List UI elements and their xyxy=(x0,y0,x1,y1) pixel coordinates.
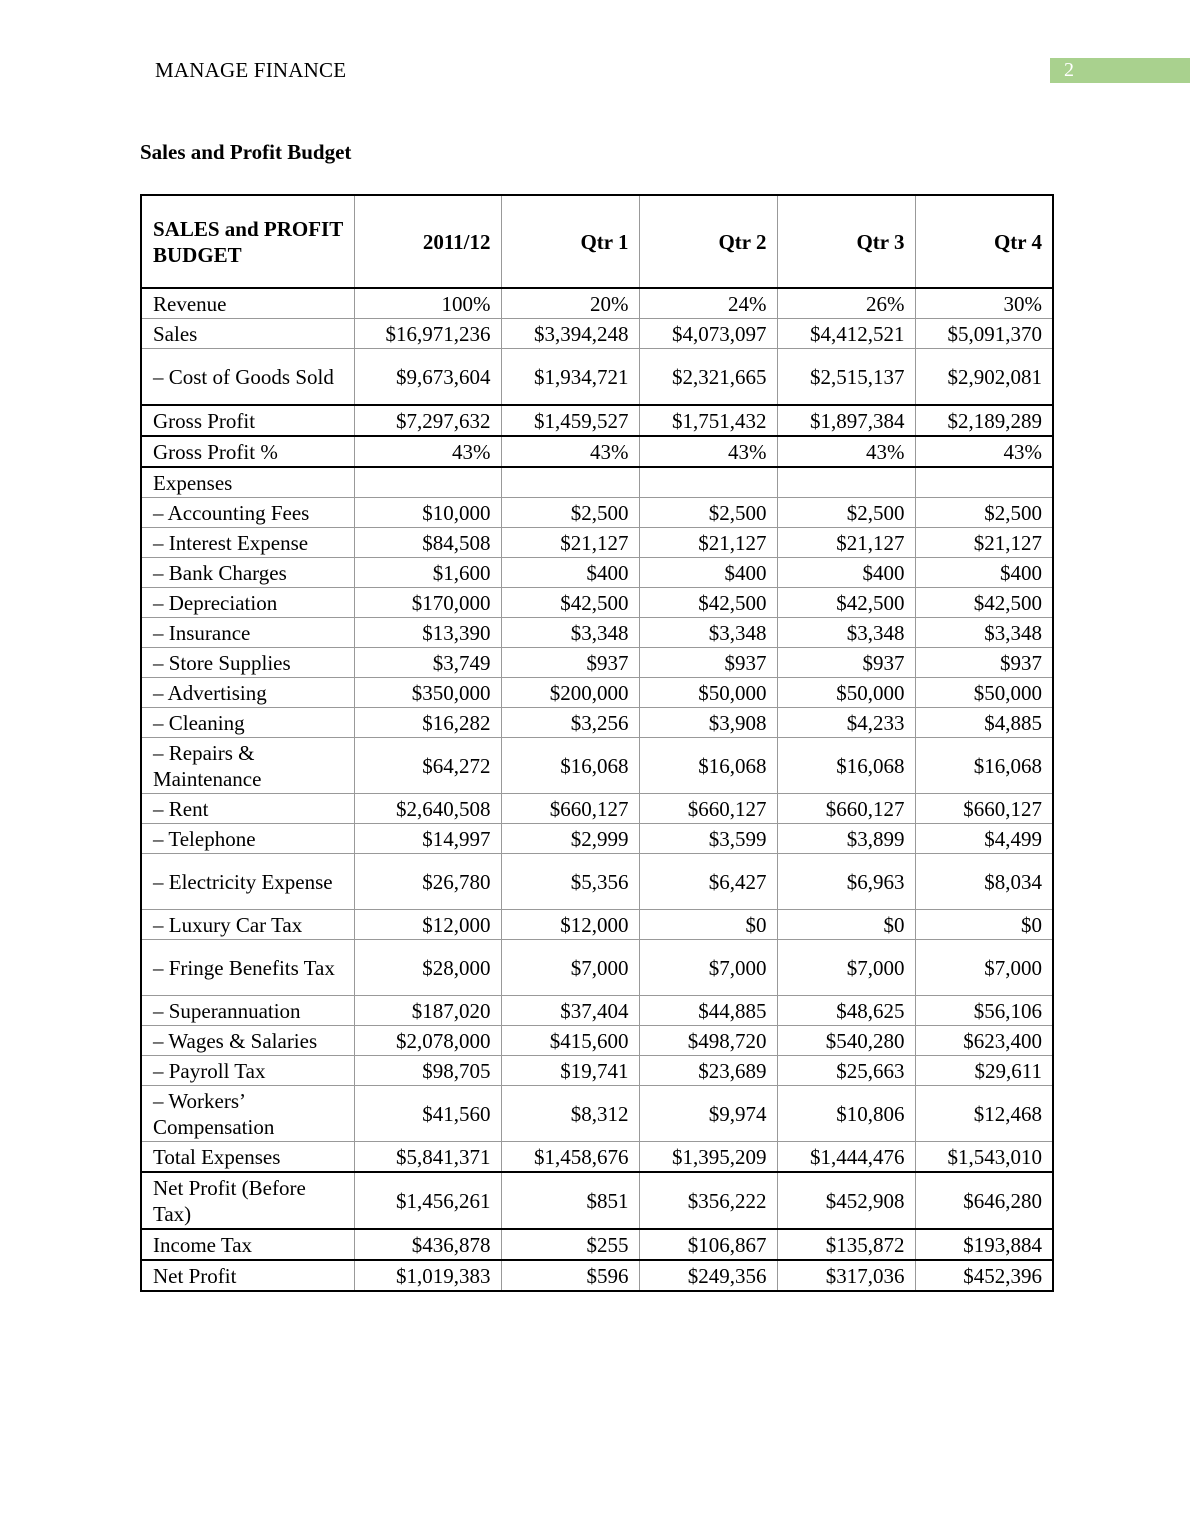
column-header: Qtr 4 xyxy=(915,195,1053,288)
table-row xyxy=(141,708,1053,738)
row-label: Gross Profit % xyxy=(141,436,354,467)
table-cell: $42,500 xyxy=(639,588,777,618)
table-cell xyxy=(501,467,639,498)
table-cell: $16,068 xyxy=(777,738,915,794)
table-cell: $12,468 xyxy=(915,1086,1053,1142)
table-cell: $2,515,137 xyxy=(777,349,915,406)
table-cell: $8,312 xyxy=(501,1086,639,1142)
table-cell: $21,127 xyxy=(777,528,915,558)
table-cell: 20% xyxy=(501,288,639,319)
table-row xyxy=(141,794,1053,824)
table-cell: $16,068 xyxy=(915,738,1053,794)
table-row xyxy=(141,528,1053,558)
table-cell: $3,348 xyxy=(777,618,915,648)
table-cell xyxy=(777,467,915,498)
row-label: – Cleaning xyxy=(141,708,354,738)
table-cell: $13,390 xyxy=(354,618,501,648)
table-cell: $0 xyxy=(639,910,777,940)
table-cell: $37,404 xyxy=(501,996,639,1026)
table-row xyxy=(141,678,1053,708)
table-cell: $2,500 xyxy=(915,498,1053,528)
table-cell: $540,280 xyxy=(777,1026,915,1056)
table-cell xyxy=(639,467,777,498)
row-label: Income Tax xyxy=(141,1229,354,1260)
table-cell: $4,499 xyxy=(915,824,1053,854)
table-cell: $29,611 xyxy=(915,1056,1053,1086)
table-cell: 43% xyxy=(777,436,915,467)
table-cell: $317,036 xyxy=(777,1260,915,1291)
table-cell: $7,000 xyxy=(915,940,1053,996)
row-label: – Luxury Car Tax xyxy=(141,910,354,940)
table-cell: $0 xyxy=(915,910,1053,940)
column-header: Qtr 1 xyxy=(501,195,639,288)
table-cell: $50,000 xyxy=(915,678,1053,708)
table-cell: $660,127 xyxy=(915,794,1053,824)
table-cell xyxy=(915,467,1053,498)
table-cell xyxy=(354,467,501,498)
table-cell: $1,543,010 xyxy=(915,1142,1053,1173)
table-row xyxy=(141,1056,1053,1086)
table-cell: $4,073,097 xyxy=(639,319,777,349)
table-cell: $4,412,521 xyxy=(777,319,915,349)
table-cell: $937 xyxy=(639,648,777,678)
table-cell: $400 xyxy=(915,558,1053,588)
table-cell: $1,458,676 xyxy=(501,1142,639,1173)
row-label: – Payroll Tax xyxy=(141,1056,354,1086)
table-cell: $19,741 xyxy=(501,1056,639,1086)
row-label: Net Profit (Before Tax) xyxy=(141,1172,354,1229)
table-cell: $415,600 xyxy=(501,1026,639,1056)
table-cell: $16,971,236 xyxy=(354,319,501,349)
table-cell: $16,068 xyxy=(639,738,777,794)
table-cell: $1,444,476 xyxy=(777,1142,915,1173)
table-cell: $660,127 xyxy=(777,794,915,824)
table-cell: $1,751,432 xyxy=(639,405,777,436)
table-cell: $21,127 xyxy=(501,528,639,558)
table-cell: $452,396 xyxy=(915,1260,1053,1291)
table-cell: $3,899 xyxy=(777,824,915,854)
table-cell: $937 xyxy=(777,648,915,678)
table-cell: 100% xyxy=(354,288,501,319)
table-cell: $660,127 xyxy=(501,794,639,824)
table-row xyxy=(141,648,1053,678)
table-cell: $937 xyxy=(915,648,1053,678)
row-label: Sales xyxy=(141,319,354,349)
table-cell: $50,000 xyxy=(639,678,777,708)
table-cell: $498,720 xyxy=(639,1026,777,1056)
table-cell: $400 xyxy=(777,558,915,588)
table-cell: $9,974 xyxy=(639,1086,777,1142)
row-label: – Cost of Goods Sold xyxy=(141,349,354,406)
table-cell: $5,841,371 xyxy=(354,1142,501,1173)
table-cell: 43% xyxy=(501,436,639,467)
table-cell: 24% xyxy=(639,288,777,319)
table-cell: $646,280 xyxy=(915,1172,1053,1229)
row-label: – Repairs & Maintenance xyxy=(141,738,354,794)
table-cell: $660,127 xyxy=(639,794,777,824)
table-cell: $26,780 xyxy=(354,854,501,910)
table-row xyxy=(141,1260,1053,1291)
table-cell: $3,256 xyxy=(501,708,639,738)
row-label: – Fringe Benefits Tax xyxy=(141,940,354,996)
table-cell: $3,908 xyxy=(639,708,777,738)
table-cell: $187,020 xyxy=(354,996,501,1026)
row-label: Expenses xyxy=(141,467,354,498)
table-cell: $64,272 xyxy=(354,738,501,794)
row-label: – Telephone xyxy=(141,824,354,854)
table-cell: $5,356 xyxy=(501,854,639,910)
table-row xyxy=(141,910,1053,940)
table-row xyxy=(141,854,1053,910)
table-row xyxy=(141,1142,1053,1173)
table-cell: $7,000 xyxy=(501,940,639,996)
table-cell: $2,500 xyxy=(639,498,777,528)
table-cell: $436,878 xyxy=(354,1229,501,1260)
table-cell: 26% xyxy=(777,288,915,319)
running-head: MANAGE FINANCE xyxy=(155,58,347,82)
column-header: Qtr 2 xyxy=(639,195,777,288)
table-row xyxy=(141,1086,1053,1142)
table-cell: $3,348 xyxy=(915,618,1053,648)
sales-profit-budget-table xyxy=(140,194,1054,1292)
table-row xyxy=(141,1172,1053,1229)
table-cell: $2,078,000 xyxy=(354,1026,501,1056)
row-label: – Interest Expense xyxy=(141,528,354,558)
table-cell: $3,348 xyxy=(501,618,639,648)
table-cell: $42,500 xyxy=(501,588,639,618)
table-cell: $2,189,289 xyxy=(915,405,1053,436)
table-cell: $1,395,209 xyxy=(639,1142,777,1173)
table-cell: $1,456,261 xyxy=(354,1172,501,1229)
table-cell: 43% xyxy=(639,436,777,467)
table-cell: $7,297,632 xyxy=(354,405,501,436)
table-cell: $4,885 xyxy=(915,708,1053,738)
table-cell: $2,500 xyxy=(777,498,915,528)
row-label: – Electricity Expense xyxy=(141,854,354,910)
table-cell: $28,000 xyxy=(354,940,501,996)
table-row xyxy=(141,1026,1053,1056)
table-cell: $50,000 xyxy=(777,678,915,708)
page-number: 2 xyxy=(1050,58,1190,83)
row-label: – Insurance xyxy=(141,618,354,648)
column-header: Qtr 3 xyxy=(777,195,915,288)
row-label: – Bank Charges xyxy=(141,558,354,588)
table-cell: $350,000 xyxy=(354,678,501,708)
table-cell: $16,068 xyxy=(501,738,639,794)
table-row xyxy=(141,1229,1053,1260)
table-cell: 43% xyxy=(354,436,501,467)
table-cell: $42,500 xyxy=(777,588,915,618)
table-cell: $3,599 xyxy=(639,824,777,854)
table-cell: $21,127 xyxy=(639,528,777,558)
table-cell: $8,034 xyxy=(915,854,1053,910)
column-header: 2011/12 xyxy=(354,195,501,288)
table-cell: $56,106 xyxy=(915,996,1053,1026)
table-cell: $135,872 xyxy=(777,1229,915,1260)
table-cell: $2,902,081 xyxy=(915,349,1053,406)
row-label: – Workers’ Compensation xyxy=(141,1086,354,1142)
table-header-row xyxy=(141,195,1053,288)
table-cell: $7,000 xyxy=(639,940,777,996)
table-row xyxy=(141,405,1053,436)
row-label: – Superannuation xyxy=(141,996,354,1026)
table-cell: $193,884 xyxy=(915,1229,1053,1260)
table-row xyxy=(141,824,1053,854)
table-row xyxy=(141,618,1053,648)
table-cell: $4,233 xyxy=(777,708,915,738)
row-label: – Wages & Salaries xyxy=(141,1026,354,1056)
table-cell: $170,000 xyxy=(354,588,501,618)
table-row xyxy=(141,940,1053,996)
table-cell: $2,321,665 xyxy=(639,349,777,406)
table-cell: $6,963 xyxy=(777,854,915,910)
table-row xyxy=(141,288,1053,319)
table-row xyxy=(141,996,1053,1026)
table-cell: $400 xyxy=(639,558,777,588)
table-cell: $1,897,384 xyxy=(777,405,915,436)
table-cell: $25,663 xyxy=(777,1056,915,1086)
table-row xyxy=(141,558,1053,588)
table-cell: $10,806 xyxy=(777,1086,915,1142)
row-label: – Accounting Fees xyxy=(141,498,354,528)
table-cell: $41,560 xyxy=(354,1086,501,1142)
table-cell: $623,400 xyxy=(915,1026,1053,1056)
section-title: Sales and Profit Budget xyxy=(140,140,352,164)
table-row xyxy=(141,588,1053,618)
table-row xyxy=(141,436,1053,467)
table-cell: $1,459,527 xyxy=(501,405,639,436)
table-cell: $12,000 xyxy=(501,910,639,940)
row-label: – Store Supplies xyxy=(141,648,354,678)
table-cell: $6,427 xyxy=(639,854,777,910)
table-cell: $42,500 xyxy=(915,588,1053,618)
table-row xyxy=(141,738,1053,794)
table-row xyxy=(141,349,1053,406)
table-cell: $1,019,383 xyxy=(354,1260,501,1291)
table-cell: $14,997 xyxy=(354,824,501,854)
table-cell: 30% xyxy=(915,288,1053,319)
table-body xyxy=(141,288,1053,1291)
table-cell: $44,885 xyxy=(639,996,777,1026)
table-cell: $596 xyxy=(501,1260,639,1291)
row-label: – Rent xyxy=(141,794,354,824)
column-header: SALES and PROFIT BUDGET xyxy=(141,195,354,288)
table-cell: $1,600 xyxy=(354,558,501,588)
table-cell: $3,394,248 xyxy=(501,319,639,349)
table-cell: $21,127 xyxy=(915,528,1053,558)
table-cell: $84,508 xyxy=(354,528,501,558)
table-cell: $23,689 xyxy=(639,1056,777,1086)
table-cell: $2,640,508 xyxy=(354,794,501,824)
table-row xyxy=(141,467,1053,498)
table-cell: $937 xyxy=(501,648,639,678)
table-cell: $10,000 xyxy=(354,498,501,528)
row-label: – Depreciation xyxy=(141,588,354,618)
table-cell: $3,348 xyxy=(639,618,777,648)
table-cell: $851 xyxy=(501,1172,639,1229)
table-cell: $356,222 xyxy=(639,1172,777,1229)
table-cell: $0 xyxy=(777,910,915,940)
table-cell: $106,867 xyxy=(639,1229,777,1260)
table-cell: $16,282 xyxy=(354,708,501,738)
row-label: Net Profit xyxy=(141,1260,354,1291)
table-cell: $452,908 xyxy=(777,1172,915,1229)
table-cell: $255 xyxy=(501,1229,639,1260)
row-label: Revenue xyxy=(141,288,354,319)
table-cell: $5,091,370 xyxy=(915,319,1053,349)
table-cell: $200,000 xyxy=(501,678,639,708)
table-cell: $249,356 xyxy=(639,1260,777,1291)
table-cell: $98,705 xyxy=(354,1056,501,1086)
table-cell: $12,000 xyxy=(354,910,501,940)
table-row xyxy=(141,319,1053,349)
row-label: – Advertising xyxy=(141,678,354,708)
table-cell: $2,500 xyxy=(501,498,639,528)
table-cell: $7,000 xyxy=(777,940,915,996)
table-cell: 43% xyxy=(915,436,1053,467)
row-label: Total Expenses xyxy=(141,1142,354,1173)
table-cell: $1,934,721 xyxy=(501,349,639,406)
table-cell: $400 xyxy=(501,558,639,588)
table-cell: $9,673,604 xyxy=(354,349,501,406)
table-row xyxy=(141,498,1053,528)
table-cell: $48,625 xyxy=(777,996,915,1026)
row-label: Gross Profit xyxy=(141,405,354,436)
table-cell: $2,999 xyxy=(501,824,639,854)
table-cell: $3,749 xyxy=(354,648,501,678)
